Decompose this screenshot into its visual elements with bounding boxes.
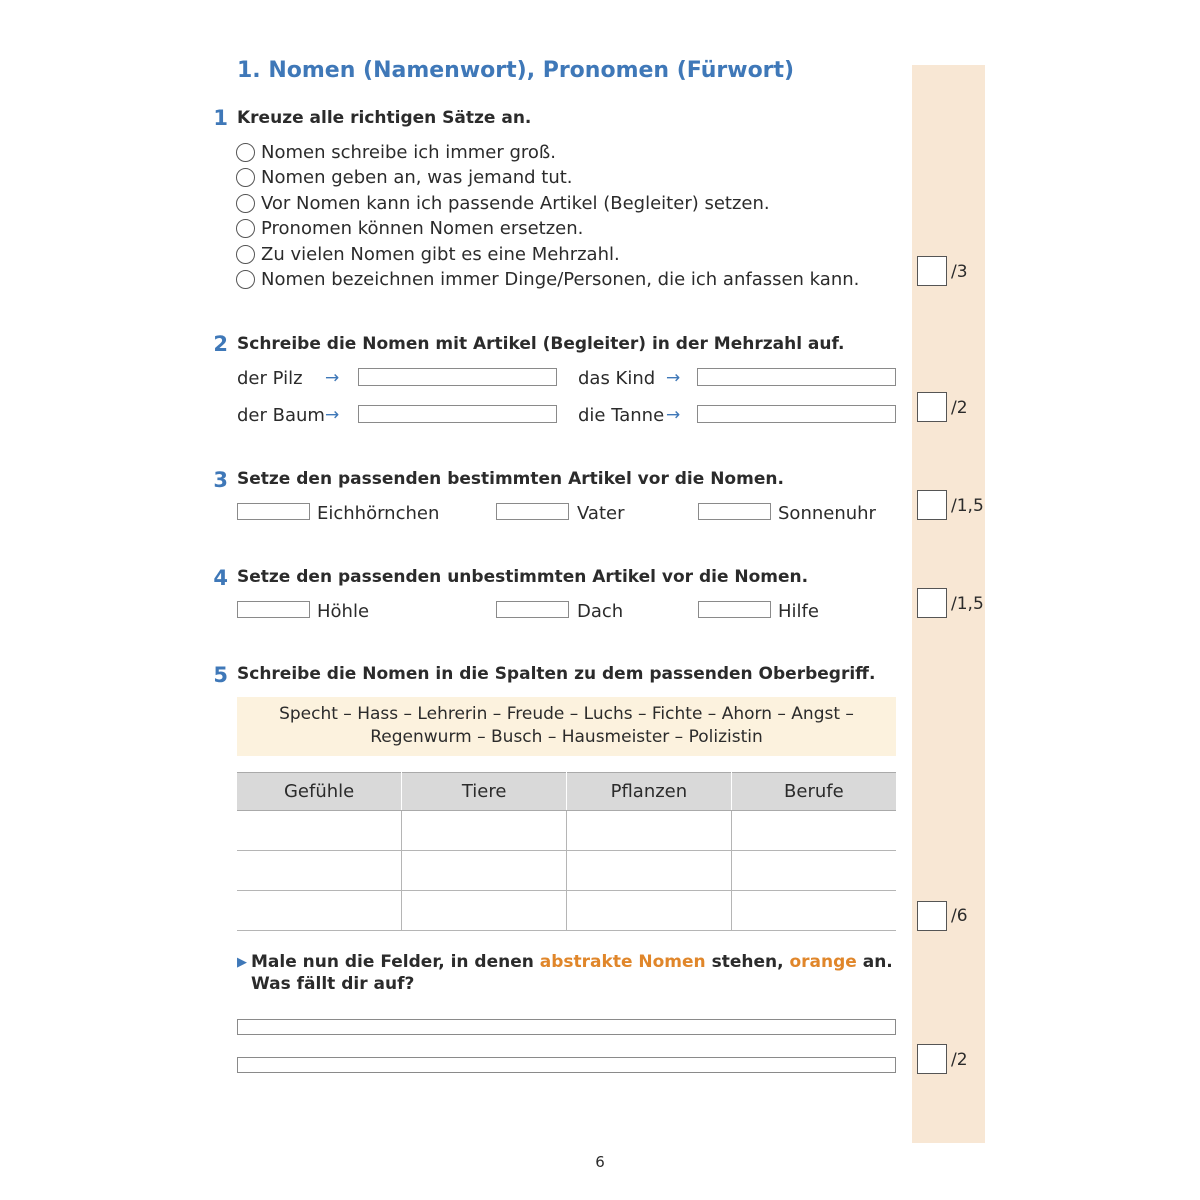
answer-field[interactable]	[697, 368, 896, 386]
answer-field[interactable]	[358, 405, 557, 423]
word-label: der Pilz	[237, 368, 303, 389]
option-label: Nomen geben an, was jemand tut.	[261, 166, 573, 188]
option-6[interactable]	[236, 267, 859, 291]
page-number: 6	[595, 1153, 605, 1171]
word-label: Hilfe	[778, 601, 819, 622]
column-header-gefuehle: Gefühle	[237, 773, 402, 811]
task-number-1: 1	[213, 106, 228, 130]
word-label: Sonnenuhr	[778, 503, 876, 524]
score-label-5: /6	[951, 906, 968, 926]
table-row	[237, 811, 896, 851]
score-label-4: /1,5	[951, 594, 984, 614]
table-header-row	[237, 773, 896, 811]
table-cell[interactable]	[402, 811, 567, 851]
word-bank-line-1: Specht – Hass – Lehrerin – Freude – Luchs – Fichte – Ahorn – Angst –	[279, 704, 854, 724]
task-number-4: 4	[213, 566, 228, 590]
score-box-1[interactable]	[917, 256, 947, 286]
checkbox-circle[interactable]	[236, 245, 255, 264]
answer-line-1[interactable]	[237, 1019, 896, 1035]
table-cell[interactable]	[237, 811, 402, 851]
option-label: Pronomen können Nomen ersetzen.	[261, 217, 584, 239]
task-number-2: 2	[213, 332, 228, 356]
table-cell[interactable]	[731, 811, 896, 851]
task-number-3: 3	[213, 468, 228, 492]
option-label: Zu vielen Nomen gibt es eine Mehrzahl.	[261, 243, 620, 265]
checkbox-circle[interactable]	[236, 168, 255, 187]
score-label-1: /3	[951, 262, 968, 282]
score-label-6: /2	[951, 1050, 968, 1070]
table-cell[interactable]	[402, 851, 567, 891]
column-header-tiere: Tiere	[402, 773, 567, 811]
answer-line-2[interactable]	[237, 1057, 896, 1073]
checkbox-circle[interactable]	[236, 219, 255, 238]
followup-instruction	[251, 952, 893, 972]
word-label: der Baum	[237, 405, 325, 426]
page-title: 1. Nomen (Namenwort), Pronomen (Fürwort)	[237, 58, 795, 83]
answer-field[interactable]	[697, 405, 896, 423]
option-label: Nomen schreibe ich immer groß.	[261, 141, 556, 163]
article-field[interactable]	[237, 503, 310, 520]
arrow-right-icon: →	[666, 405, 681, 425]
table-cell[interactable]	[567, 851, 732, 891]
word-label: Eichhörnchen	[317, 503, 440, 524]
task-instruction-3: Setze den passenden bestimmten Artikel vor die Nomen.	[237, 469, 784, 489]
word-label: Dach	[577, 601, 624, 622]
pointer-triangle-icon: ▶	[237, 955, 247, 970]
score-box-2[interactable]	[917, 392, 947, 422]
task-instruction-2: Schreibe die Nomen mit Artikel (Begleiter) in der Mehrzahl auf.	[237, 334, 845, 354]
score-box-5[interactable]	[917, 901, 947, 931]
article-field[interactable]	[698, 503, 771, 520]
option-5[interactable]	[236, 242, 620, 266]
word-label: Vater	[577, 503, 625, 524]
option-4[interactable]	[236, 216, 583, 240]
followup-highlight-orange: orange	[789, 952, 857, 972]
table-cell[interactable]	[237, 851, 402, 891]
score-label-2: /2	[951, 398, 968, 418]
arrow-right-icon: →	[325, 368, 340, 388]
option-3[interactable]	[236, 191, 770, 215]
checkbox-circle[interactable]	[236, 270, 255, 289]
table-cell[interactable]	[731, 891, 896, 931]
arrow-right-icon: →	[666, 368, 681, 388]
score-box-4[interactable]	[917, 588, 947, 618]
task-instruction-4: Setze den passenden unbestimmten Artikel vor die Nomen.	[237, 567, 809, 587]
word-label: Höhle	[317, 601, 370, 622]
task-instruction-1: Kreuze alle richtigen Sätze an.	[237, 108, 532, 128]
column-header-berufe: Berufe	[731, 773, 896, 811]
score-label-3: /1,5	[951, 496, 984, 516]
answer-field[interactable]	[358, 368, 557, 386]
checkbox-circle[interactable]	[236, 143, 255, 162]
option-label: Nomen bezeichnen immer Dinge/Personen, die ich anfassen kann.	[261, 268, 860, 290]
word-bank	[237, 697, 896, 756]
followup-text: Male nun die Felder, in denen	[251, 952, 540, 972]
column-header-pflanzen: Pflanzen	[567, 773, 732, 811]
score-box-3[interactable]	[917, 490, 947, 520]
option-2[interactable]	[236, 165, 573, 189]
followup-text: an.	[856, 952, 893, 972]
article-field[interactable]	[496, 601, 569, 618]
article-field[interactable]	[237, 601, 310, 618]
table-cell[interactable]	[731, 851, 896, 891]
followup-text: stehen,	[705, 952, 790, 972]
option-label: Vor Nomen kann ich passende Artikel (Begleiter) setzen.	[261, 192, 770, 214]
table-row	[237, 851, 896, 891]
word-label: das Kind	[578, 368, 656, 389]
table-cell[interactable]	[567, 811, 732, 851]
followup-question: Was fällt dir auf?	[251, 974, 415, 994]
word-bank-line-2: Regenwurm – Busch – Hausmeister – Polizistin	[370, 727, 763, 747]
word-label: die Tanne	[578, 405, 665, 426]
article-field[interactable]	[698, 601, 771, 618]
score-box-6[interactable]	[917, 1044, 947, 1074]
task-instruction-5: Schreibe die Nomen in die Spalten zu dem passenden Oberbegriff.	[237, 664, 876, 684]
category-table	[237, 772, 896, 931]
arrow-right-icon: →	[325, 405, 340, 425]
followup-highlight-abstract: abstrakte Nomen	[539, 952, 706, 972]
article-field[interactable]	[496, 503, 569, 520]
checkbox-circle[interactable]	[236, 194, 255, 213]
table-row	[237, 891, 896, 931]
option-1[interactable]	[236, 140, 556, 164]
task-number-5: 5	[213, 663, 228, 687]
table-cell[interactable]	[402, 891, 567, 931]
table-cell[interactable]	[237, 891, 402, 931]
table-cell[interactable]	[567, 891, 732, 931]
